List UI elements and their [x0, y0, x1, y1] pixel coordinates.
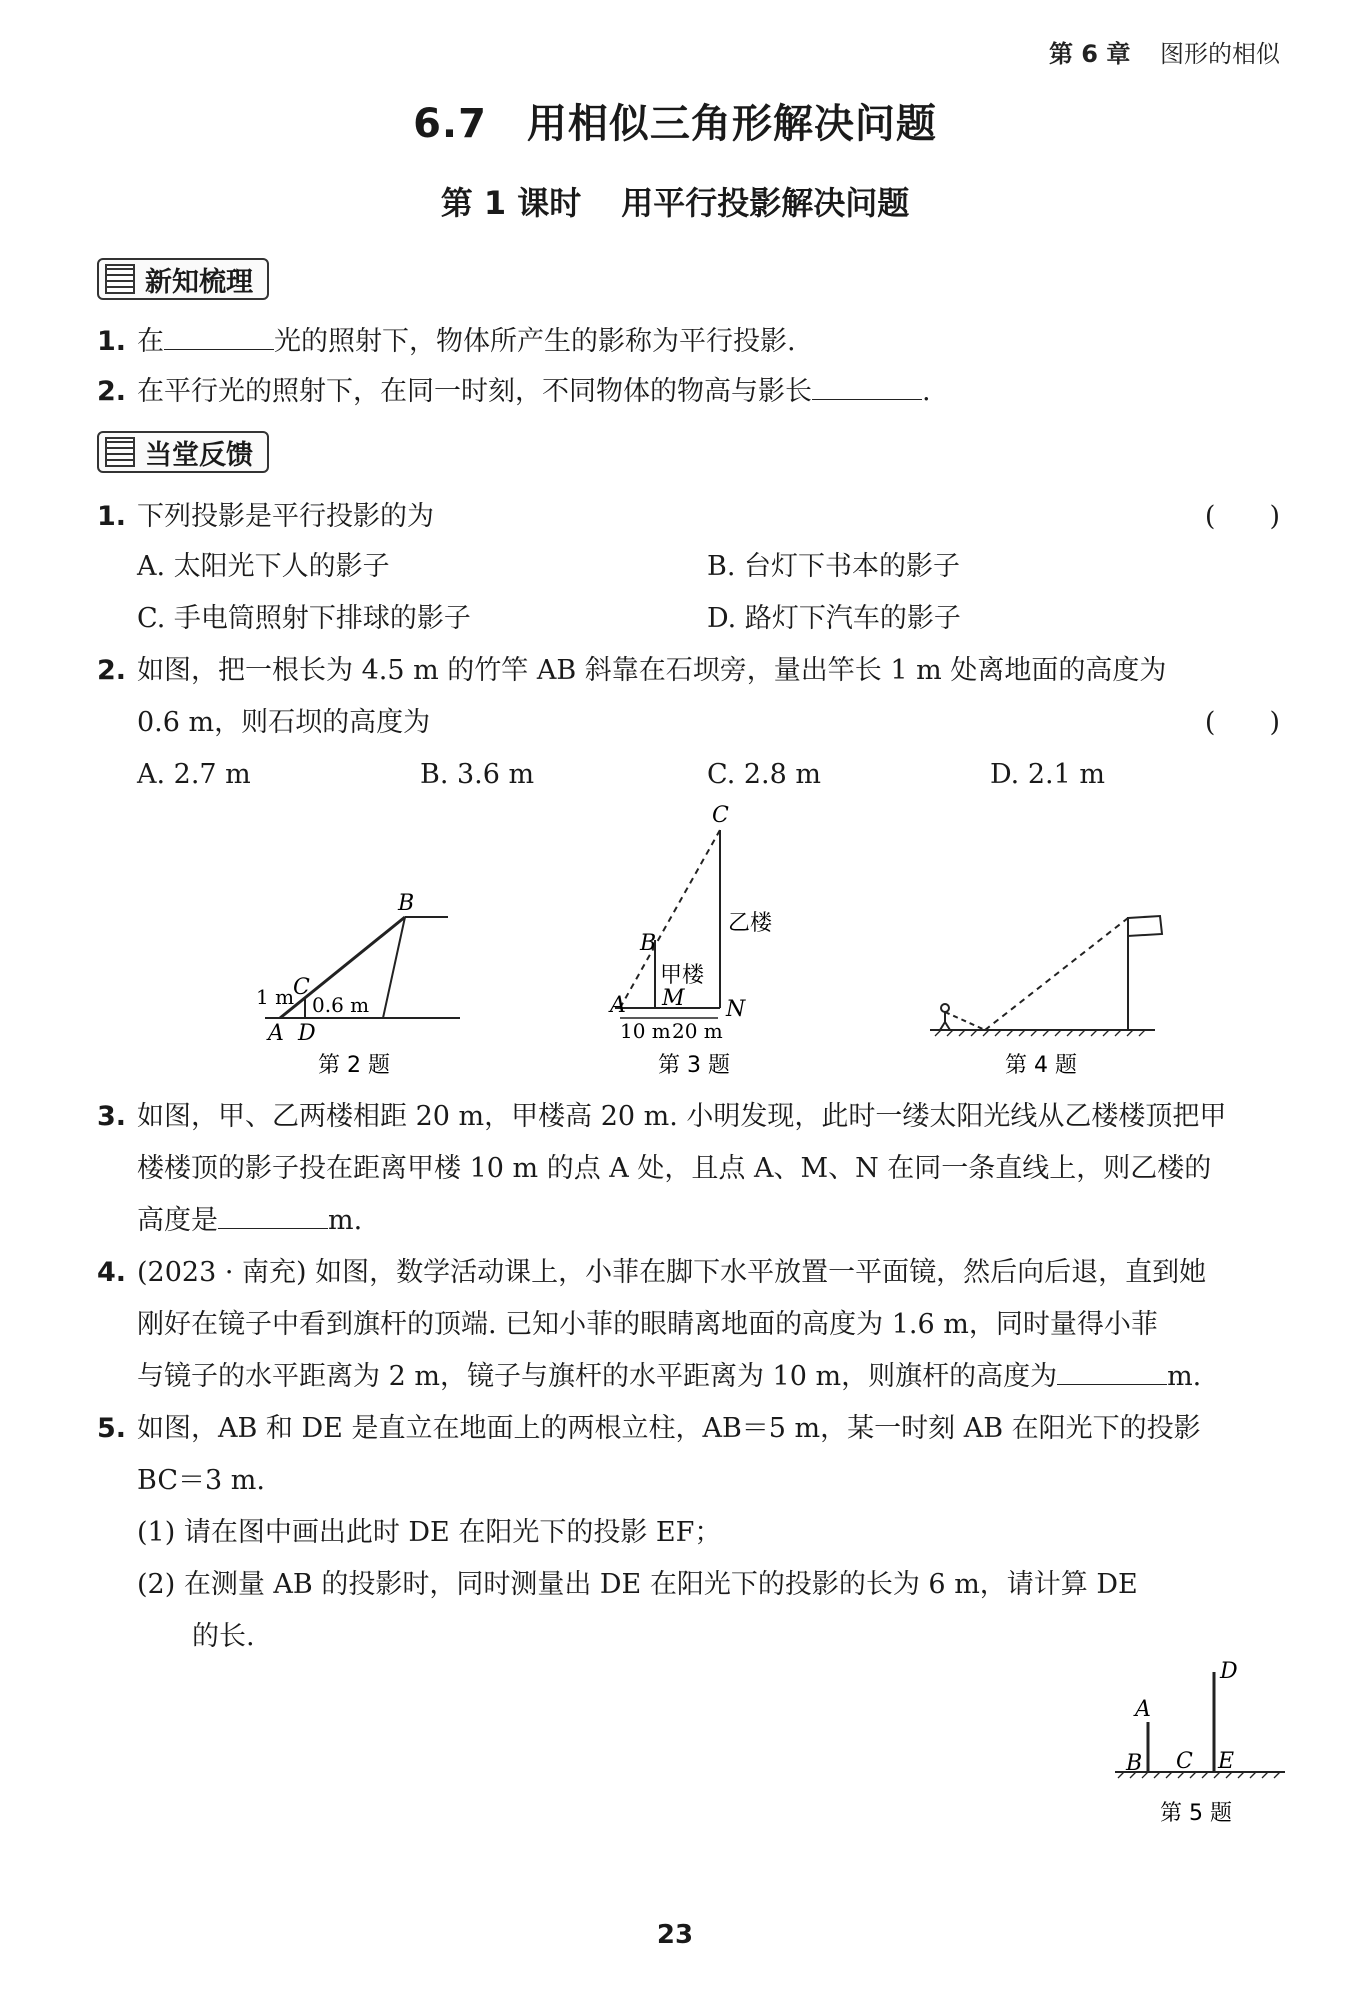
answer-paren: ( )	[1204, 501, 1280, 532]
knowledge-q1	[97, 317, 1280, 367]
label-building-jia: 甲楼	[660, 963, 705, 988]
question-text: 如图，把一根长为 4.5 m 的竹竿 AB 斜靠在石坝旁，量出竿长 1 m 处离地面的高度为	[137, 655, 1167, 686]
label-a: A	[268, 1021, 284, 1046]
section-header-label: 当堂反馈	[145, 439, 253, 471]
label-c: C	[293, 975, 310, 1000]
answer-blank	[812, 369, 922, 400]
feedback-q3	[97, 1092, 1280, 1142]
option-c: C. 2.8 m	[707, 759, 821, 790]
option-b: B. 3.6 m	[420, 759, 535, 790]
answer-paren: ( )	[1204, 707, 1280, 738]
feedback-q5-sub2	[137, 1560, 1280, 1610]
option-a: A. 2.7 m	[137, 759, 251, 790]
answer-blank	[164, 319, 274, 350]
question-text: 如图，甲、乙两楼相距 20 m，甲楼高 20 m. 小明发现，此时一缕太阳光线从乙楼楼顶把甲	[137, 1101, 1227, 1132]
figure-4	[930, 916, 1162, 1030]
feedback-q2-line2	[137, 698, 1280, 748]
question-text: 楼楼顶的影子投在距离甲楼 10 m 的点 A 处，且点 A、M、N 在同一条直线上，则乙楼的	[137, 1153, 1212, 1184]
person-leg	[940, 1022, 945, 1030]
label-building-yi: 乙楼	[728, 911, 773, 936]
question-text: 光的照射下，物体所产生的影称为平行投影.	[274, 326, 796, 357]
question-text: 在	[137, 326, 164, 357]
feedback-q5-sub1	[137, 1508, 1280, 1558]
section-header-knowledge	[97, 258, 269, 300]
question-text: 刚好在镜子中看到旗杆的顶端. 已知小菲的眼睛离地面的高度为 1.6 m，同时量得小菲	[137, 1309, 1158, 1340]
option-c: C. 手电筒照射下排球的影子	[137, 603, 471, 634]
page-number: 23	[656, 1920, 694, 1950]
question-number: 1.	[97, 501, 127, 532]
book-icon	[105, 264, 135, 294]
feedback-q4-line2	[137, 1300, 1280, 1350]
running-header	[1049, 34, 1280, 69]
question-text: 0.6 m，则石坝的高度为	[137, 707, 431, 738]
feedback-q2	[97, 646, 1280, 696]
label-b: B	[1126, 1751, 1143, 1776]
answer-blank	[218, 1198, 328, 1229]
figures-row	[0, 800, 1350, 1085]
figure-caption: 第 3 题	[658, 1053, 730, 1078]
feedback-q4	[97, 1248, 1280, 1298]
answer-blank	[1057, 1354, 1167, 1385]
figure-caption: 第 4 题	[1005, 1053, 1077, 1078]
question-number: 2.	[97, 376, 127, 407]
label-c: C	[712, 803, 729, 828]
question-text: 下列投影是平行投影的为	[137, 501, 434, 532]
label-10m: 10 m	[620, 1019, 671, 1043]
eye-line	[945, 1012, 985, 1030]
question-text: (2) 在测量 AB 的投影时，同时测量出 DE 在阳光下的投影的长为 6 m，请计算 DE	[137, 1569, 1138, 1600]
question-number: 4.	[97, 1257, 127, 1288]
pencil-icon	[105, 437, 135, 467]
figure-5	[1100, 1650, 1300, 1850]
option-d: D. 路灯下汽车的影子	[707, 603, 961, 634]
section-header-feedback	[97, 431, 269, 473]
question-text: (2023 · 南充) 如图，数学活动课上，小菲在脚下水平放置一平面镜，然后向后退，直到她	[137, 1257, 1207, 1288]
option-a: A. 太阳光下人的影子	[137, 551, 390, 582]
section-number: 6.7	[413, 101, 487, 147]
question-text: 在平行光的照射下，在同一时刻，不同物体的物高与影长	[137, 376, 812, 407]
feedback-q5	[97, 1404, 1280, 1454]
lesson-label: 第 1 课时	[440, 184, 582, 222]
question-text: BC＝3 m.	[137, 1465, 265, 1496]
label-a: A	[1135, 1697, 1151, 1722]
lesson-title-text: 用平行投影解决问题	[621, 184, 910, 222]
question-number: 1.	[97, 326, 127, 357]
lesson-title	[0, 178, 1350, 224]
question-text: 如图，AB 和 DE 是直立在地面上的两根立柱，AB＝5 m，某一时刻 AB 在阳光下的投影	[137, 1413, 1201, 1444]
feedback-q5-line2	[137, 1456, 1280, 1506]
chapter-label: 第 6 章	[1048, 40, 1131, 68]
label-a: A	[610, 993, 626, 1018]
section-title-text: 用相似三角形解决问题	[526, 101, 937, 147]
feedback-q3-line2	[137, 1144, 1280, 1194]
question-number: 2.	[97, 655, 127, 686]
option-d: D. 2.1 m	[990, 759, 1105, 790]
question-number: 3.	[97, 1101, 127, 1132]
question-text: 高度是	[137, 1205, 218, 1236]
chapter-title: 图形的相似	[1160, 40, 1280, 68]
label-c: C	[1176, 1749, 1193, 1774]
label-e: E	[1218, 1749, 1235, 1774]
section-header-label: 新知梳理	[145, 266, 253, 298]
figure-caption: 第 2 题	[318, 1053, 390, 1078]
feedback-q1	[97, 492, 1280, 542]
question-text: m.	[328, 1205, 363, 1236]
label-n: N	[726, 997, 746, 1022]
person-head	[941, 1004, 949, 1012]
figure-caption: 第 5 题	[1160, 1801, 1232, 1826]
person-leg	[945, 1022, 950, 1030]
label-d: D	[1220, 1659, 1238, 1684]
question-number: 5.	[97, 1413, 127, 1444]
knowledge-q2	[97, 367, 1280, 417]
feedback-q4-line3	[137, 1352, 1280, 1402]
question-text: 与镜子的水平距离为 2 m，镜子与旗杆的水平距离为 10 m，则旗杆的高度为	[137, 1361, 1058, 1392]
question-text: 的长.	[192, 1621, 255, 1652]
label-1m: 1 m	[256, 985, 295, 1009]
question-text: .	[922, 376, 931, 407]
question-text: (1) 请在图中画出此时 DE 在阳光下的投影 EF；	[137, 1517, 722, 1548]
option-b: B. 台灯下书本的影子	[707, 551, 961, 582]
label-d: D	[298, 1021, 316, 1046]
label-06m: 0.6 m	[312, 993, 370, 1017]
section-title	[0, 92, 1350, 149]
sight-line	[985, 918, 1128, 1030]
flag	[1128, 916, 1162, 936]
feedback-q3-line3	[137, 1196, 1280, 1246]
label-b: B	[398, 891, 415, 916]
label-20m: 20 m	[672, 1019, 723, 1043]
question-text: m.	[1167, 1361, 1202, 1392]
label-b: B	[640, 931, 657, 956]
label-m: M	[662, 986, 685, 1011]
